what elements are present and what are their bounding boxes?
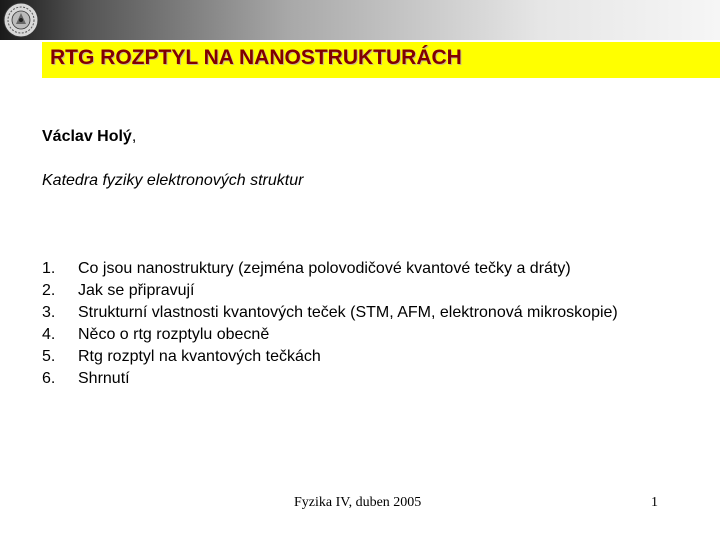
page-number: 1 <box>651 495 658 510</box>
list-item-number: 1. <box>42 260 56 277</box>
list-item-number: 4. <box>42 326 56 343</box>
list-item-text: Strukturní vlastnosti kvantových teček (STM, AFM, elektronová mikroskopie) <box>78 304 618 321</box>
list-item <box>42 346 618 368</box>
list-item <box>42 280 618 302</box>
list-item-text: Co jsou nanostruktury (zejména polovodičové kvantové tečky a dráty) <box>78 260 571 277</box>
list-item-text: Rtg rozptyl na kvantových tečkách <box>78 348 321 365</box>
slide-title: RTG ROZPTYL NA NANOSTRUKTURÁCH <box>50 46 462 69</box>
list-item-text: Shrnutí <box>78 370 130 387</box>
header-gradient-band <box>0 0 720 40</box>
outline-list <box>42 258 618 390</box>
list-item <box>42 368 618 390</box>
author-line <box>42 128 136 146</box>
list-item <box>42 258 618 280</box>
author-suffix: , <box>131 128 137 145</box>
list-item <box>42 324 618 346</box>
list-item-number: 3. <box>42 304 56 321</box>
list-item <box>42 302 618 324</box>
footer-text: Fyzika IV, duben 2005 <box>294 495 422 510</box>
list-item-text: Něco o rtg rozptylu obecně <box>78 326 270 343</box>
list-item-number: 5. <box>42 348 56 365</box>
department: Katedra fyziky elektronových struktur <box>42 172 304 189</box>
university-seal-icon <box>1 1 41 39</box>
list-item-number: 2. <box>42 282 56 299</box>
list-item-number: 6. <box>42 370 56 387</box>
list-item-text: Jak se připravují <box>78 282 195 299</box>
author-name: Václav Holý <box>42 128 132 145</box>
